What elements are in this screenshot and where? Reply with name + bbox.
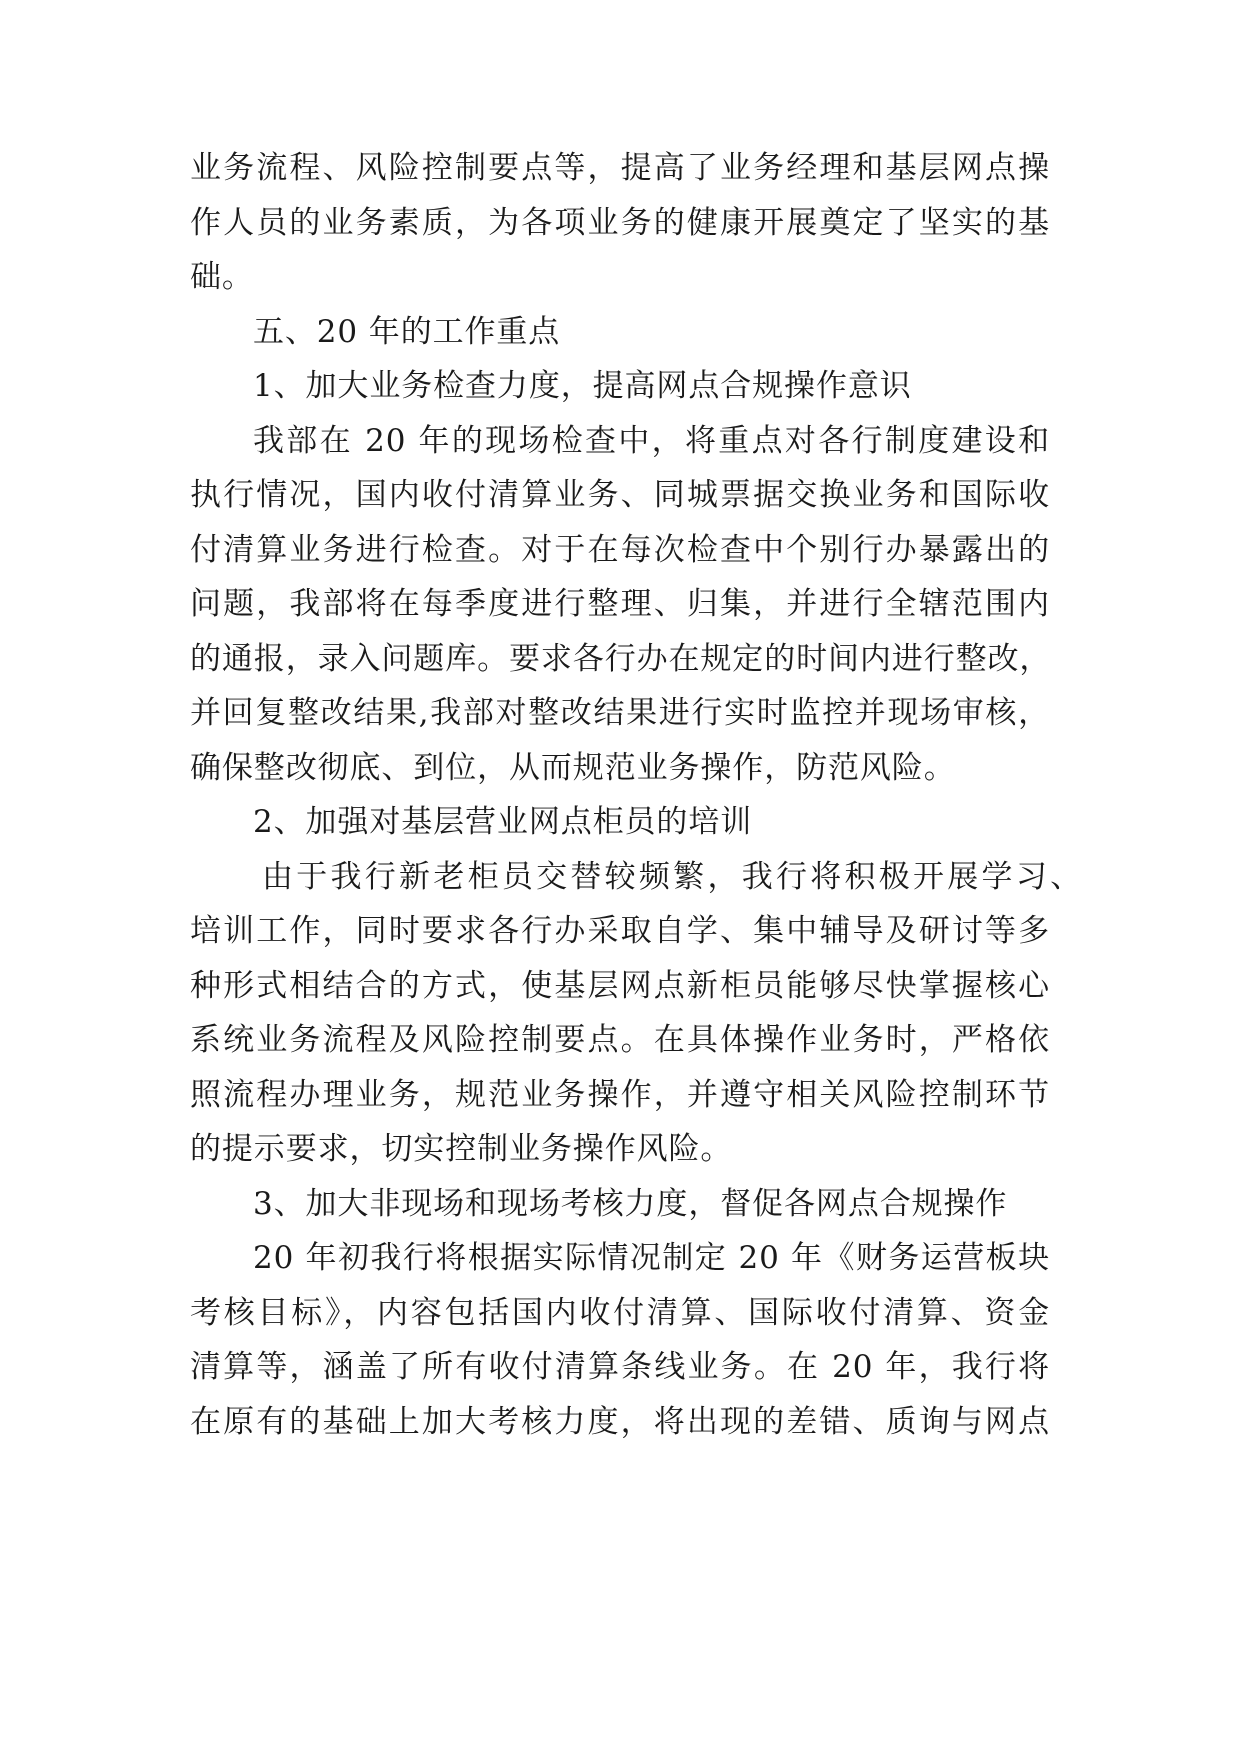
paragraph-line: 我部在 20 年的现场检查中，将重点对各行制度建设和 [253, 423, 1050, 459]
paragraph-line: 培训工作，同时要求各行办采取自学、集中辅导及研讨等多 [190, 913, 1050, 949]
subsection-heading: 1、加大业务检查力度，提高网点合规操作意识 [253, 368, 912, 404]
paragraph-line: 系统业务流程及风险控制要点。在具体操作业务时，严格依 [190, 1022, 1050, 1058]
paragraph-line: 的提示要求，切实控制业务操作风险。 [190, 1131, 733, 1167]
paragraph-line: 并回复整改结果,我部对整改结果进行实时监控并现场审核， [190, 695, 1050, 731]
paragraph-line: 付清算业务进行检查。对于在每次检查中个别行办暴露出的 [190, 532, 1050, 568]
paragraph-line: 作人员的业务素质，为各项业务的健康开展奠定了坚实的基 [190, 205, 1050, 241]
section-heading: 五、20 年的工作重点 [253, 314, 561, 350]
paragraph-line: 清算等，涵盖了所有收付清算条线业务。在 20 年，我行将 [190, 1349, 1050, 1385]
paragraph-line: 在原有的基础上加大考核力度，将出现的差错、质询与网点 [190, 1404, 1050, 1440]
paragraph-line: 问题，我部将在每季度进行整理、归集，并进行全辖范围内 [190, 586, 1050, 622]
paragraph-line: 的通报，录入问题库。要求各行办在规定的时间内进行整改， [190, 641, 1052, 677]
paragraph-line: 种形式相结合的方式，使基层网点新柜员能够尽快掌握核心 [190, 968, 1050, 1004]
paragraph-line: 执行情况，国内收付清算业务、同城票据交换业务和国际收 [190, 477, 1050, 513]
paragraph-line: 业务流程、风险控制要点等，提高了业务经理和基层网点操 [190, 150, 1050, 186]
paragraph-line: 20 年初我行将根据实际情况制定 20 年《财务运营板块 [253, 1240, 1050, 1276]
paragraph-line: 确保整改彻底、到位，从而规范业务操作，防范风险。 [190, 750, 956, 786]
subsection-heading: 2、加强对基层营业网点柜员的培训 [253, 804, 753, 840]
paragraph-line: 础。 [190, 259, 254, 295]
paragraph-line: 考核目标》，内容包括国内收付清算、国际收付清算、资金 [190, 1295, 1050, 1331]
paragraph-line: 照流程办理业务，规范业务操作，并遵守相关风险控制环节 [190, 1077, 1050, 1113]
paragraph-line: 由于我行新老柜员交替较频繁，我行将积极开展学习、 [262, 859, 1082, 895]
subsection-heading: 3、加大非现场和现场考核力度，督促各网点合规操作 [253, 1186, 1008, 1222]
